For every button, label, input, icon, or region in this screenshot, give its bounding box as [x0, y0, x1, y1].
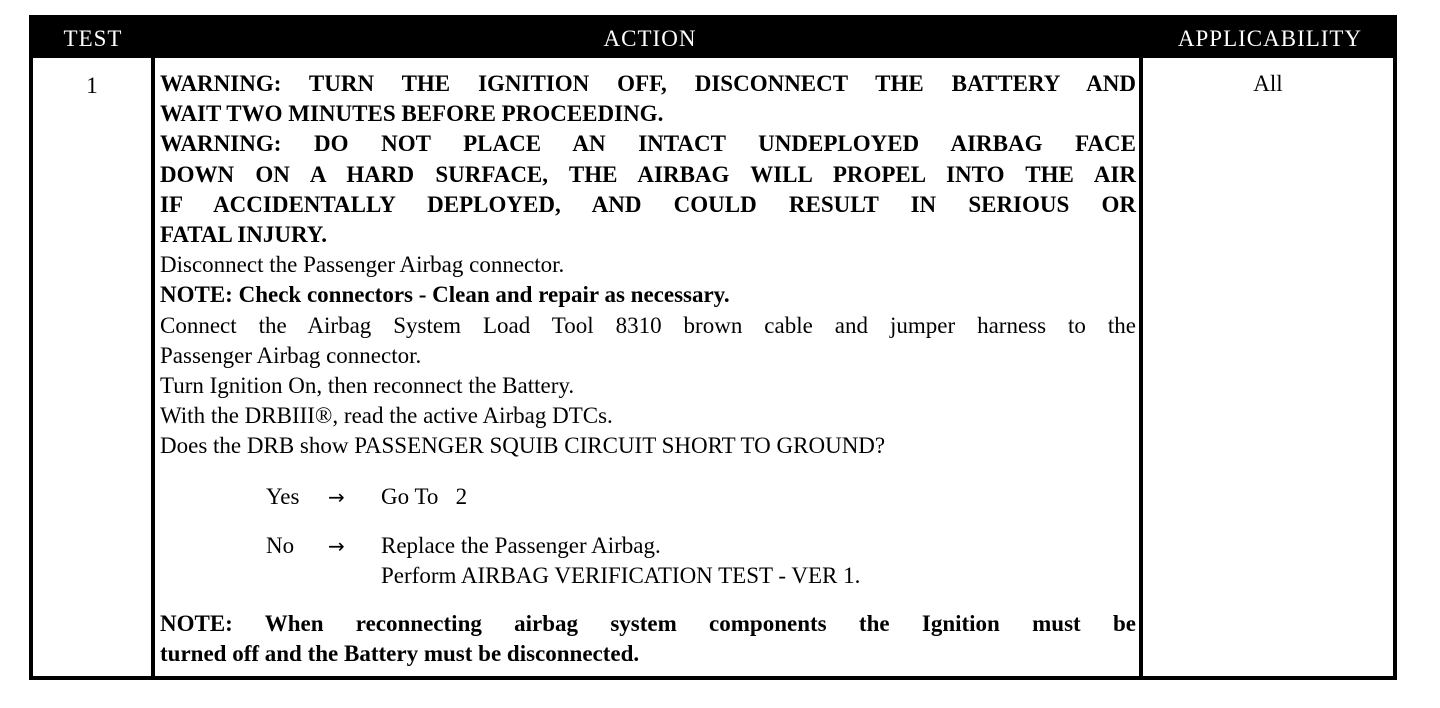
test-number: 1 [86, 73, 98, 98]
step-read-dtcs: With the DRBIII®, read the active Airbag DTCs. [160, 403, 613, 429]
action-cell [160, 69, 1136, 669]
answer-no-line: Replace the Passenger Airbag. [381, 532, 661, 558]
warning-line: DOWN ON A HARD SURFACE, THE AIRBAG WILL PROPEL INTO THE AIR [160, 161, 1136, 187]
note-check-connectors: NOTE: Check connectors - Clean and repair as necessary. [160, 282, 730, 308]
answer-yes [160, 482, 1136, 512]
answer-no-label: No [266, 532, 295, 558]
warning-line: WAIT TWO MINUTES BEFORE PROCEEDING. [160, 101, 664, 127]
answer-no-line: Perform AIRBAG VERIFICATION TEST - VER 1. [381, 562, 861, 588]
answer-yes-label: Yes [266, 483, 300, 509]
note-line: turned off and the Battery must be disconnected. [160, 640, 640, 666]
step-ignition-on: Turn Ignition On, then reconnect the Battery. [160, 373, 575, 399]
column-divider-test [151, 58, 155, 676]
warning-line: FATAL INJURY. [160, 222, 328, 248]
header-action: ACTION [603, 26, 697, 51]
diagnostic-test-table [29, 15, 1397, 680]
warning-line: WARNING: DO NOT PLACE AN INTACT UNDEPLOYED AIRBAG FACE [160, 131, 1136, 157]
column-divider-applicability [1139, 58, 1143, 676]
warning-airbag [160, 129, 1136, 250]
table-header [33, 19, 1393, 58]
test-question: Does the DRB show PASSENGER SQUIB CIRCUIT SHORT TO GROUND? [160, 433, 886, 459]
warning-line: IF ACCIDENTALLY DEPLOYED, AND COULD RESULT IN SERIOUS OR [160, 191, 1136, 217]
note-reconnecting [160, 609, 1136, 669]
header-applicability: APPLICABILITY [1177, 26, 1363, 51]
header-test: TEST [63, 26, 123, 51]
warning-ignition [160, 69, 1136, 129]
right-arrow-icon: → [328, 484, 345, 509]
answers [160, 482, 1136, 591]
right-arrow-icon: → [328, 533, 345, 558]
answer-yes-action: Go To 2 [381, 483, 468, 509]
step-line: Passenger Airbag connector. [160, 342, 422, 368]
warning-line: WARNING: TURN THE IGNITION OFF, DISCONNECT THE BATTERY AND [160, 71, 1136, 96]
step-connect-load-tool [160, 311, 1136, 371]
applicability-value: All [1253, 71, 1283, 96]
note-line: NOTE: When reconnecting airbag system components the Ignition must be [160, 610, 1136, 636]
step-line: Connect the Airbag System Load Tool 8310 brown cable and jumper harness to the [160, 312, 1136, 338]
answer-no-action [381, 531, 860, 591]
step-disconnect: Disconnect the Passenger Airbag connector. [160, 252, 565, 278]
answer-no [160, 531, 1136, 591]
